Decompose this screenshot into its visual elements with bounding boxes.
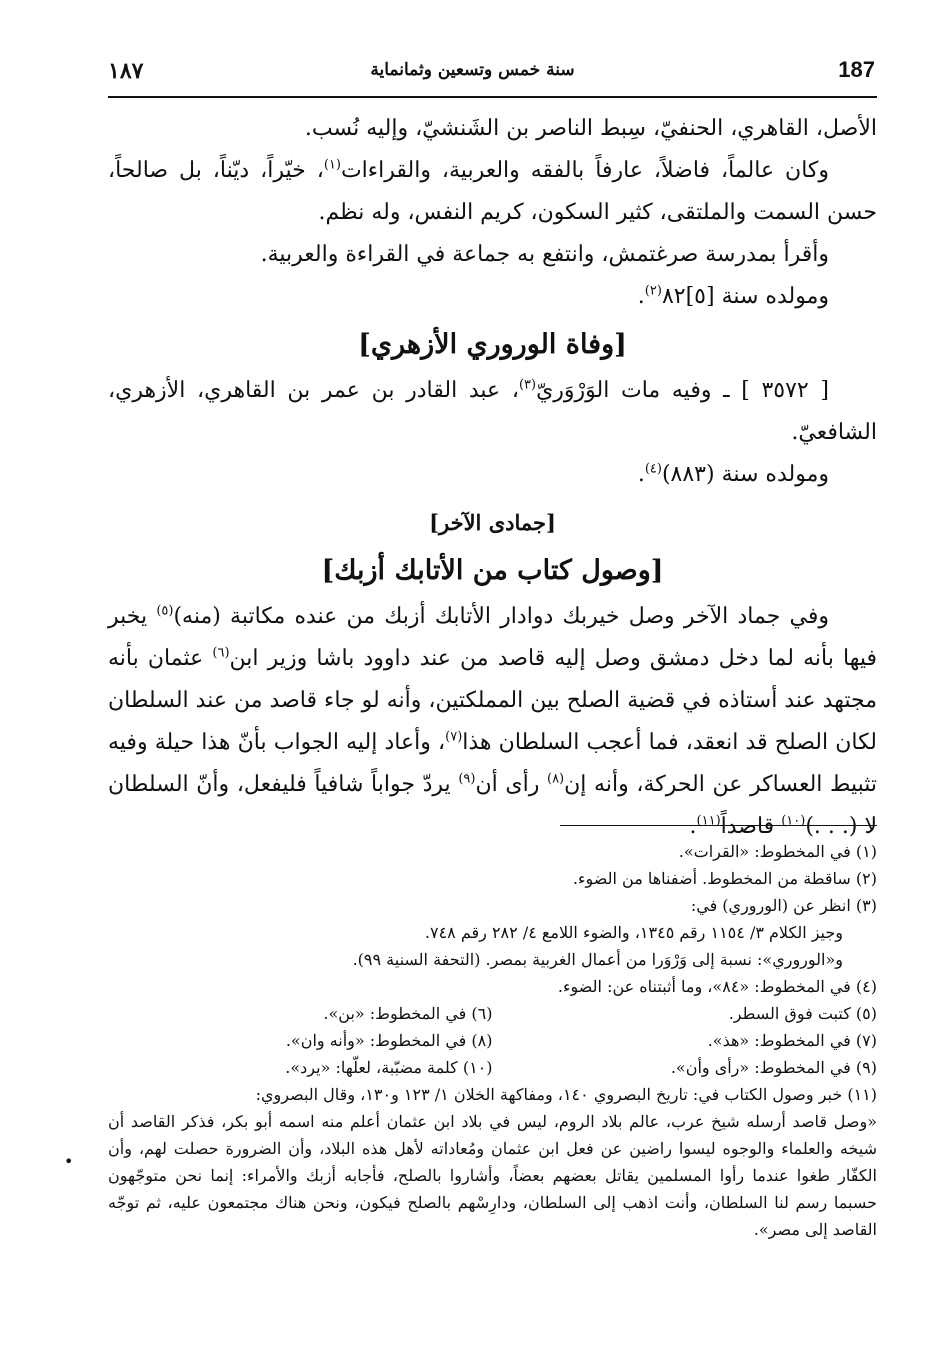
paragraph-birth: ومولده سنة [٥]٨٢$^{(٢)}$. (637, 283, 829, 309)
footnote-3: (٣) انظر عن (الوروري) في: (690, 896, 877, 915)
running-title: سنة خمس وتسعين وثمانماية (370, 60, 575, 80)
footnote-9: (٩) في المخطوط: «رأى وأن». (670, 1058, 877, 1077)
footnotes (108, 838, 877, 1243)
footnote-8: (٨) في المخطوط: «وأنه وان». (285, 1031, 493, 1050)
footnote-7: (٧) في المخطوط: «هذ». (707, 1031, 877, 1050)
footnote-ref: (٧) (445, 729, 463, 745)
main-text (108, 108, 877, 848)
footnote-10: (١٠) كلمة مضبّبة، لعلّها: «يرد». (285, 1058, 493, 1077)
footnote-ref: (٨) (546, 771, 565, 787)
footnote-5: (٥) كتبت فوق السطر. (728, 1004, 877, 1023)
footnote-ref: (٤) (644, 461, 662, 477)
footnote-row (108, 1054, 877, 1081)
paragraph-letter: وفي جماد الآخر وصل خيربك دوادار الأتابك أزبك من عنده مكاتبة (منه)$^{(٥)}$ يخبر فيها بأنه لما دخل دمشق وصل إليه قاصد من عند داوود باشا وزير ابن$^{(٦)}$ عثمان بأنه مجتهد عند أستاذه في قضية الصلح بين المملكتين، وأنه لو جاء قاصد من عند السلطان لكان الصلح قد انعقد، فما أعجب السلطان هذا$^{(٧)}$، وأعاد إليه الجواب بأنّ هذا حيلة وفيه تثبيط العساكر عن الحركة، وأنه إن$^{(٨)}$ رأى أن$^{(٩)}$ يردّ جواباً شافياً فليفعل، وأنّ السلطان لا (. . .)$^{(١٠)}$ قاصداً$^{(١١)}$. (108, 603, 877, 839)
footnote-ref: (٩) (458, 771, 476, 787)
footnote-11: (١١) خبر وصول الكتاب في: تاريخ البصروي ١٤٠، ومفاكهة الخلان ١/ ١٢٣ و١٣٠، وقال البصروي: (255, 1085, 877, 1104)
paragraph-teaching: وأقرأ بمدرسة صرغتمش، وانتفع به جماعة في القراءة والعربية. (260, 242, 829, 267)
month-heading: [جمادى الآخر] (429, 510, 556, 535)
footnote-2: (٢) ساقطة من المخطوط. أضفناها من الضوء. (572, 869, 877, 888)
footnote-3-line-1: وجيز الكلام ٣/ ١١٥٤ رقم ١٣٤٥، والضوء اللامع ٤/ ٢٨٢ رقم ٧٤٨. (424, 923, 843, 942)
footnote-ref: (٢) (644, 283, 662, 299)
page-number-arabic: ١٨٧ (108, 58, 144, 84)
section-heading-letter: [وصول كتاب من الأتابك أزبك] (321, 555, 664, 586)
page-number-latin: 187 (838, 57, 875, 82)
footnote-row (108, 1000, 877, 1027)
paragraph-entry-3572: [ ٣٥٧٢ ] ـ وفيه مات الوَرْوَريّ$^{(٣)}$، عبد القادر بن عمر بن القاهري، الأزهري، الشافعيّ. (108, 377, 877, 445)
footnote-ref: (٦) (212, 645, 230, 661)
footnote-11-quote: «وصل قاصد أرسله شيخ عرب، عالم بلاد الروم، ليس في بلاد ابن عثمان أعلم منه اسمه أبو بكر، فذكر القاصد أن شيخه والعلماء والوجوه ليسوا راضين عن فعل ابن عثمان ومُعاداته لأهل هذه البلاد، وأن الضرورة حصلت لهم، وأن الكفّار طغوا عندما رأوا المسلمين يقاتل بعضهم بعضاً، وأشاروا بالصلح، فأجابه أزبك والأمراء: إنما نحن متوجّهون حسبما رسم لنا السلطان، وأنت اذهب إلى السلطان، ودارِسْهم بالصلح فيكون، ونحن هناك مجتمعون عليه، ثم توجّه القاصد إلى مصر». (108, 1112, 877, 1239)
footnote-ref: (٥) (156, 603, 174, 619)
paragraph-birth-2: ومولده سنة (٨٨٣)$^{(٤)}$. (637, 461, 829, 487)
header-rule (108, 96, 877, 98)
footnote-rule (560, 825, 877, 826)
paragraph-character: وكان عالماً، فاضلاً، عارفاً بالفقه والعربية، والقراءات$^{(١)}$، خيّراً، ديّناً، بل صالحاً، حسن السمت والملتقى، كثير السكون، كريم النفس، وله نظم. (108, 157, 877, 225)
section-heading-death: [وفاة الوروري الأزهري] (358, 329, 627, 360)
footnote-ref: (١) (323, 157, 341, 173)
footnote-6: (٦) في المخطوط: «بن». (323, 1004, 493, 1023)
footnote-ref: (١١) (696, 813, 721, 829)
footnote-4: (٤) في المخطوط: «٨٤»، وما أثبتناه عن: الضوء. (557, 977, 877, 996)
footnote-ref: (٣) (518, 377, 537, 393)
footnote-1: (١) في المخطوط: «القرات». (678, 842, 877, 861)
footnote-row (108, 1027, 877, 1054)
footnote-3-line-2: و«الوروري»: نسبة إلى وَرْوَرا من أعمال الغربية بمصر. (التحفة السنية ٩٩). (352, 950, 843, 969)
paragraph-origin: الأصل، القاهري، الحنفيّ، سِبط الناصر بن الشَنشيّ، وإليه نُسب. (304, 116, 877, 141)
footnote-ref: (١٠) (781, 813, 806, 829)
margin-dot: • (64, 1152, 74, 1171)
